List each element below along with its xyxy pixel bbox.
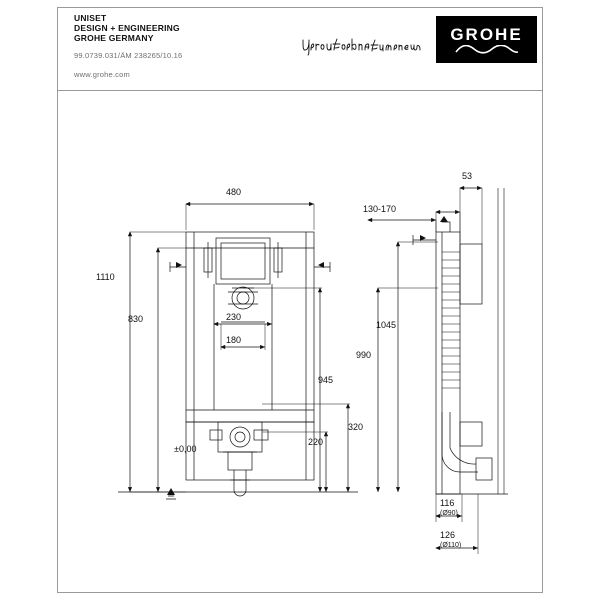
dim-220: 220 <box>308 437 324 447</box>
dim-480: 480 <box>226 187 242 197</box>
dim-945: 945 <box>318 375 334 385</box>
document-code: 99.0739.031/ÄM 238265/10.16 <box>74 51 183 60</box>
dim-320: 320 <box>348 422 364 432</box>
slogan-script <box>300 36 425 58</box>
technical-drawing <box>58 92 542 592</box>
dim-1110: 1110 <box>96 272 115 282</box>
dim-116-diameter: (Ø90) <box>440 510 458 517</box>
dim-1045: 1045 <box>376 320 397 330</box>
dim-990: 990 <box>356 350 372 360</box>
header-company: GROHE GERMANY <box>74 33 154 43</box>
grohe-logo <box>436 16 537 63</box>
dim-126: 126 <box>440 530 456 540</box>
drawing-svg <box>58 92 542 592</box>
dim-180: 180 <box>226 335 242 345</box>
header-design-engineering: DESIGN + ENGINEERING <box>74 23 180 33</box>
dim-830: 830 <box>128 314 144 324</box>
header-divider <box>58 90 542 91</box>
dim-230: 230 <box>226 312 242 322</box>
dim-zero-level: ±0,00 <box>174 444 197 454</box>
dim-116: 116 <box>440 498 455 508</box>
dim-130-170: 130-170 <box>363 204 397 214</box>
product-title: UNISET <box>74 13 107 23</box>
grohe-wave-icon <box>455 45 519 54</box>
dim-53: 53 <box>462 171 473 181</box>
website-url: www.grohe.com <box>74 70 130 79</box>
dim-126-diameter: (Ø110) <box>440 542 462 549</box>
grohe-logo-text: GROHE <box>450 24 523 44</box>
